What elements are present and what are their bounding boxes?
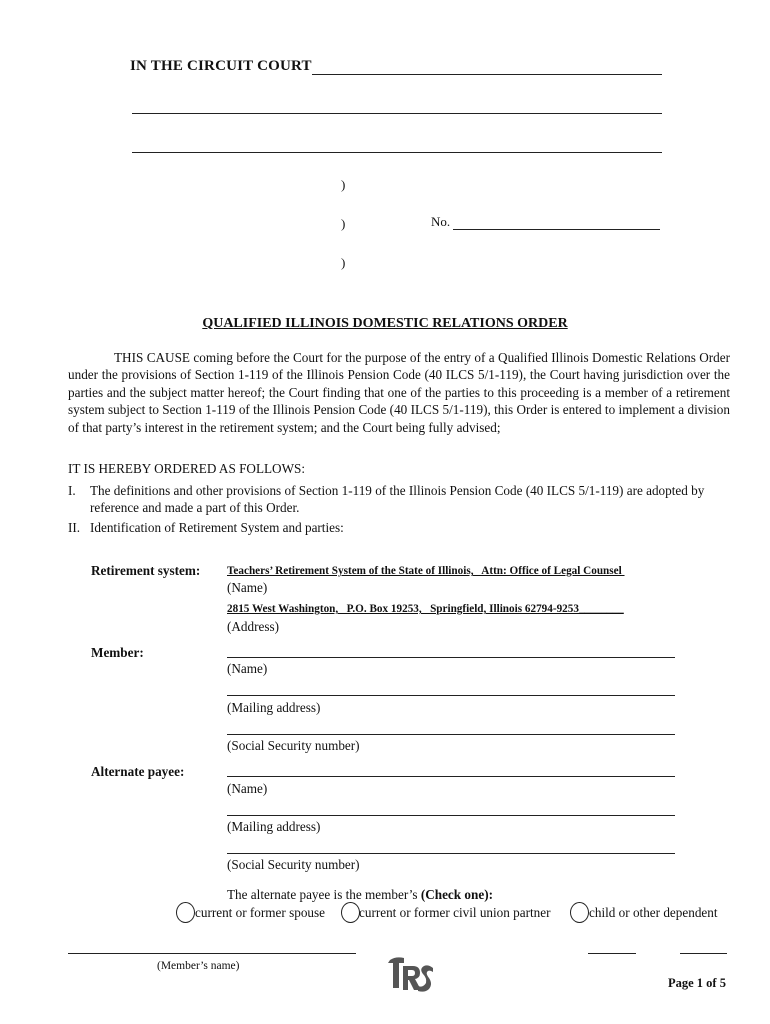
trs-logo: [386, 954, 436, 1001]
alternate-payee-label: Alternate payee:: [91, 764, 185, 779]
order-item-number: I.: [68, 483, 76, 498]
retirement-system-name-caption: (Name): [227, 580, 268, 595]
initials-line-2[interactable]: [680, 953, 727, 954]
order-item-text: Identification of Retirement System and parties:: [90, 520, 344, 535]
court-name-line[interactable]: [312, 74, 662, 75]
order-item-text: The definitions and other provisions of Section 1-119 of the Illinois Pension Code (40 ILCS 5/1-119) are adopted by reference and made a part of this Order.: [90, 483, 705, 516]
child-dependent-option-label: child or other dependent: [589, 905, 718, 920]
alternate-payee-name-line[interactable]: [227, 776, 675, 777]
member-label: Member:: [91, 645, 144, 660]
retirement-system-address: 2815 West Washington, P.O. Box 19253, Springfield, Illinois 62794-9253________: [227, 603, 624, 615]
alternate-payee-ssn-caption: (Social Security number): [227, 857, 360, 872]
member-address-caption: (Mailing address): [227, 700, 321, 715]
member-name-line[interactable]: [227, 657, 675, 658]
caption-paren-2: ): [341, 216, 346, 231]
member-ssn-line[interactable]: [227, 734, 675, 735]
members-name-caption: (Member’s name): [157, 960, 240, 972]
case-number-line[interactable]: [453, 229, 660, 230]
retirement-system-label: Retirement system:: [91, 563, 201, 578]
spouse-option-label: current or former spouse: [195, 905, 325, 920]
relationship-prompt: [227, 887, 493, 903]
caption-paren-3: ): [341, 255, 346, 270]
member-address-line[interactable]: [227, 695, 675, 696]
member-name-caption: (Name): [227, 661, 268, 676]
order-item-2: [68, 519, 730, 537]
retirement-system-name: Teachers’ Retirement System of the State of Illinois, Attn: Office of Legal Counsel: [227, 565, 625, 577]
court-name-line-3[interactable]: [132, 152, 662, 153]
civil-union-partner-option-label: current or former civil union partner: [359, 905, 551, 920]
members-name-line[interactable]: [68, 953, 356, 954]
member-ssn-caption: (Social Security number): [227, 738, 360, 753]
civil-union-partner-checkbox[interactable]: [341, 902, 360, 923]
caption-paren-1: ): [341, 177, 346, 192]
document-title: QUALIFIED ILLINOIS DOMESTIC RELATIONS ORDER: [202, 316, 568, 331]
page-number: Page 1 of 5: [668, 976, 726, 990]
case-number-label: No.: [431, 214, 451, 229]
order-item-number: II.: [68, 520, 81, 535]
court-name-line-2[interactable]: [132, 113, 662, 114]
relationship-prompt-text: The alternate payee is the member’s: [227, 887, 418, 902]
order-item-1: [68, 482, 730, 518]
trs-logo-mark: [386, 954, 436, 996]
retirement-system-address-caption: (Address): [227, 619, 280, 634]
alternate-payee-ssn-line[interactable]: [227, 853, 675, 854]
alternate-payee-address-line[interactable]: [227, 815, 675, 816]
alternate-payee-address-caption: (Mailing address): [227, 819, 321, 834]
child-dependent-checkbox[interactable]: [570, 902, 589, 923]
ordered-heading: IT IS HEREBY ORDERED AS FOLLOWS:: [68, 461, 306, 476]
alternate-payee-name-caption: (Name): [227, 781, 268, 796]
initials-line-1[interactable]: [588, 953, 636, 954]
spouse-checkbox[interactable]: [176, 902, 195, 923]
court-heading: IN THE CIRCUIT COURT: [130, 58, 312, 74]
relationship-instruction: (Check one):: [420, 887, 493, 902]
intro-paragraph: THIS CAUSE coming before the Court for the purpose of the entry of a Qualified Illinois Domestic Relations Order under the provisions of Section 1-119 of the Illinois Pension Code (40 ILCS 5/1-119), the Court having jurisdiction over the parties and the subject matter hereof; the Court finding that one of the parties to this proceeding is a member of a retirement system subject to Section 1-119 of the Illinois Pension Code (40 ILCS 5/1-119), this Order is entered to implement a division of that party’s interest in the retirement system; and the Court being fully advised;: [68, 350, 730, 435]
